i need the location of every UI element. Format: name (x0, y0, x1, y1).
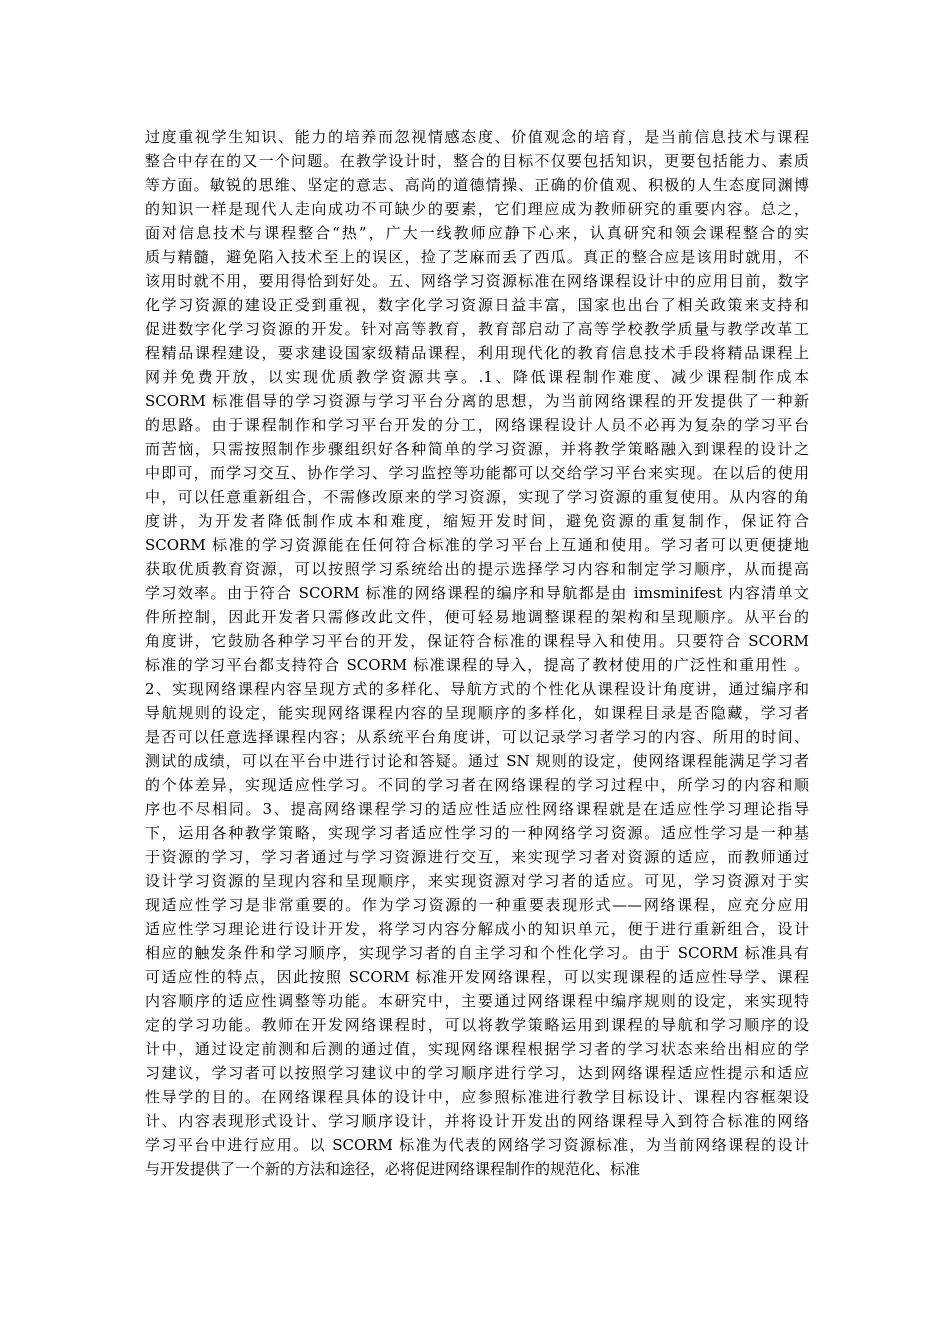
text-line: 该用时就不用，要用得恰到好处。五、网络学习资源标准在网络课程设计中的应用目前，数字 (145, 272, 809, 290)
text-line: 测试的成绩，可以在平台中进行讨论和答疑。通过 SN 规则的设定，使网络课程能满足学习者 (145, 752, 809, 770)
text-line: 等方面。敏锐的思维、坚定的意志、高尚的道德情操、正确的价值观、积极的人生态度同渊博 (145, 176, 809, 194)
text-line: 中，可以任意重新组合，不需修改原来的学习资源，实现了学习资源的重复使用。从内容的角 (145, 488, 809, 506)
text-line: 过度重视学生知识、能力的培养而忽视情感态度、价值观念的培育，是当前信息技术与课程 (145, 128, 809, 146)
text-line: 序也不尽相同。3、提高网络课程学习的适应性适应性网络课程就是在适应性学习理论指导 (145, 800, 809, 818)
text-line: 而苦恼，只需按照制作步骤组织好各种简单的学习资源，并将教学策略融入到课程的设计之 (145, 440, 809, 458)
text-line: 整合中存在的又一个问题。在教学设计时，整合的目标不仅要包括知识，更要包括能力、素质 (145, 152, 809, 170)
text-line: 导航规则的设定，能实现网络课程内容的呈现顺序的多样化，如课程目录是否隐藏，学习者 (145, 704, 809, 722)
body-text (145, 125, 809, 1181)
text-line: 标准的学习平台都支持符合 SCORM 标准课程的导入，提高了教材使用的广泛性和重用性 。 (145, 656, 809, 674)
text-line: 计中，通过设定前测和后测的通过值，实现网络课程根据学习者的学习状态来给出相应的学 (145, 1040, 809, 1058)
text-line: 于资源的学习，学习者通过与学习资源进行交互，来实现学习者对资源的适应，而教师通过 (145, 848, 809, 866)
text-line: 获取优质教育资源，可以按照学习系统给出的提示选择学习内容和制定学习顺序，从而提高 (145, 560, 809, 578)
text-line: 与开发提供了一个新的方法和途径，必将促进网络课程制作的规范化、标准 (145, 1160, 641, 1178)
text-line: 角度讲，它鼓励各种学习平台的开发，保证符合标准的课程导入和使用。只要符合 SCORM (145, 632, 809, 650)
text-line: 相应的触发条件和学习顺序，实现学习者的自主学习和个性化学习。由于 SCORM 标准具有 (145, 944, 809, 962)
text-line: 质与精髓，避免陷入技术至上的误区，捡了芝麻而丢了西瓜。真正的整合应是该用时就用，不 (145, 248, 809, 266)
text-line: 学习平台中进行应用。以 SCORM 标准为代表的网络学习资源标准，为当前网络课程的设计 (145, 1136, 809, 1154)
text-line: 是否可以任意选择课程内容；从系统平台角度讲，可以记录学习者学习的内容、所用的时间、 (145, 728, 809, 746)
text-line: 内容顺序的适应性调整等功能。本研究中，主要通过网络课程中编序规则的设定，来实现特 (145, 992, 809, 1010)
text-line: 件所控制，因此开发者只需修改此文件，便可轻易地调整课程的架构和呈现顺序。从平台的 (145, 608, 809, 626)
text-line: 程精品课程建设，要求建设国家级精品课程，利用现代化的教育信息技术手段将精品课程上 (145, 344, 809, 362)
text-line: 网并免费开放，以实现优质教学资源共享。.1、降低课程制作难度、减少课程制作成本 (145, 368, 809, 386)
text-line: 可适应性的特点，因此按照 SCORM 标准开发网络课程，可以实现课程的适应性导学、课程 (145, 968, 809, 986)
text-line: 下，运用各种教学策略，实现学习者适应性学习的一种网络学习资源。适应性学习是一种基 (145, 824, 809, 842)
text-line: 2、实现网络课程内容呈现方式的多样化、导航方式的个性化从课程设计角度讲，通过编序和 (145, 680, 809, 698)
text-line: 的个体差异，实现适应性学习。不同的学习者在网络课程的学习过程中，所学习的内容和顺 (145, 776, 809, 794)
text-line: 习建议，学习者可以按照学习建议中的学习顺序进行学习，达到网络课程适应性提示和适应 (145, 1064, 809, 1082)
text-line: 的知识一样是现代人走向成功不可缺少的要素，它们理应成为教师研究的重要内容。总之， (145, 200, 809, 218)
text-line: 促进数字化学习资源的开发。针对高等教育，教育部启动了高等学校教学质量与教学改革工 (145, 320, 809, 338)
text-line: 的思路。由于课程制作和学习平台开发的分工，网络课程设计人员不必再为复杂的学习平台 (145, 416, 809, 434)
text-line: 面对信息技术与课程整合“热”，广大一线教师应静下心来，认真研究和领会课程整合的实 (145, 224, 809, 242)
text-line: 性导学的目的。在网络课程具体的设计中，应参照标准进行教学目标设计、课程内容框架设 (145, 1088, 809, 1106)
text-line: 中即可，而学习交互、协作学习、学习监控等功能都可以交给学习平台来实现。在以后的使用 (145, 464, 809, 482)
text-line: 适应性学习理论进行设计开发，将学习内容分解成小的知识单元，便于进行重新组合，设计 (145, 920, 809, 938)
text-line: 计、内容表现形式设计、学习顺序设计，并将设计开发出的网络课程导入到符合标准的网络 (145, 1112, 809, 1130)
text-line: 设计学习资源的呈现内容和呈现顺序，来实现资源对学习者的适应。可见，学习资源对于实 (145, 872, 809, 890)
text-line: 定的学习功能。教师在开发网络课程时，可以将教学策略运用到课程的导航和学习顺序的设 (145, 1016, 809, 1034)
text-line: SCORM 标准倡导的学习资源与学习平台分离的思想，为当前网络课程的开发提供了一种新 (145, 392, 809, 410)
text-line: 化学习资源的建设正受到重视，数字化学习资源日益丰富，国家也出台了相关政策来支持和 (145, 296, 809, 314)
text-line: 现适应性学习是非常重要的。作为学习资源的一种重要表现形式——网络课程，应充分应用 (145, 896, 809, 914)
text-line: 度讲，为开发者降低制作成本和难度，缩短开发时间，避免资源的重复制作，保证符合 (145, 512, 809, 530)
text-line: 学习效率。由于符合 SCORM 标准的网络课程的编序和导航都是由 imsminifest 内容清单文 (145, 584, 809, 602)
text-line: SCORM 标准的学习资源能在任何符合标准的学习平台上互通和使用。学习者可以更便捷地 (145, 536, 809, 554)
